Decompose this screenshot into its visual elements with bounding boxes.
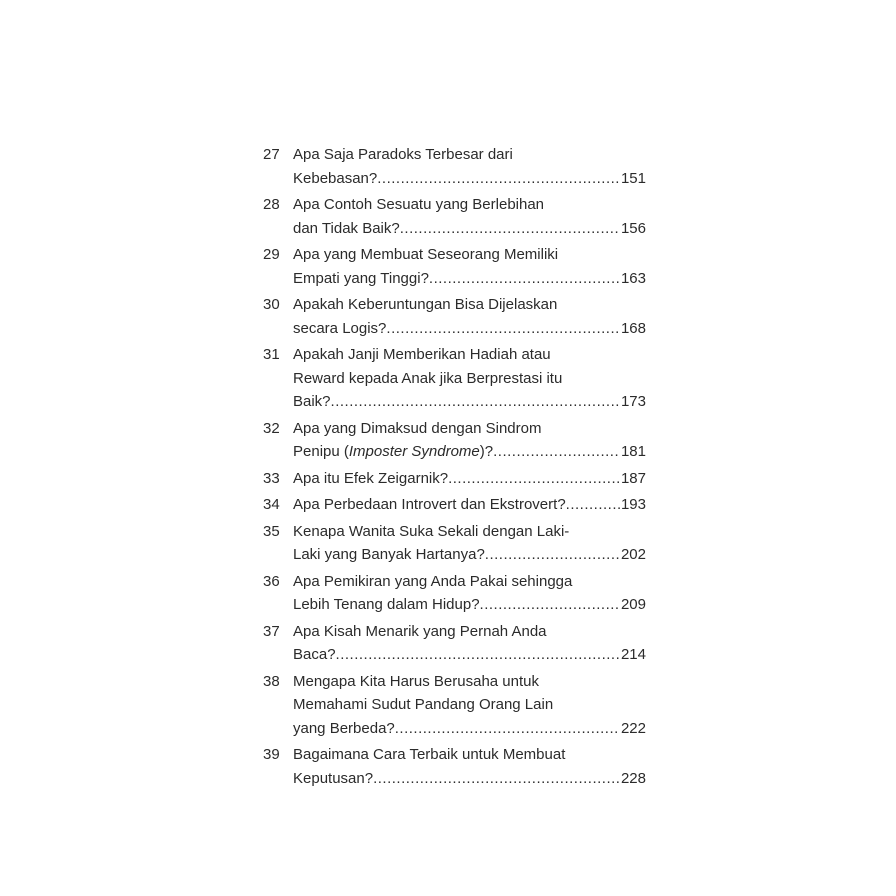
toc-entry [260, 293, 646, 340]
entry-last-line [293, 167, 646, 191]
chapter-number: 38 [263, 672, 280, 690]
chapter-number: 37 [263, 622, 280, 640]
entry-title-line: Apa yang Dimaksud dengan Sindrom [293, 419, 542, 437]
dot-leader [480, 593, 620, 617]
entry-last-line [293, 390, 646, 414]
entry-last-line [293, 767, 646, 791]
entry-last-line [293, 467, 646, 491]
toc-entry [260, 493, 646, 517]
chapter-number: 35 [263, 522, 280, 540]
toc-entry [260, 467, 646, 491]
entry-last-line [293, 543, 646, 567]
toc-entry [260, 417, 646, 464]
entry-title-end: Baik? [293, 393, 331, 410]
dot-leader [400, 217, 620, 241]
entry-title-line: Apakah Keberuntungan Bisa Dijelaskan [293, 296, 558, 313]
chapter-number: 33 [263, 469, 280, 487]
entry-title-end: yang Berbeda? [293, 719, 395, 737]
entry-title-end-italic: Imposter Syndrome [348, 443, 480, 460]
page-number: 151 [620, 169, 646, 187]
entry-body [293, 193, 646, 240]
page-number: 193 [620, 496, 646, 513]
entry-last-line [293, 717, 646, 741]
entry-title-line: Apa yang Membuat Seseorang Memiliki [293, 246, 559, 263]
dot-leader [331, 390, 620, 414]
entry-last-line [293, 643, 646, 667]
dot-leader [377, 167, 620, 191]
entry-body [293, 243, 646, 290]
entry-last-line [293, 440, 646, 464]
entry-body [293, 670, 646, 741]
toc-entry [260, 570, 646, 617]
entry-body [293, 520, 646, 567]
entry-body [293, 467, 646, 491]
toc-entry [260, 670, 646, 741]
entry-body [293, 620, 646, 667]
entry-title-end-pre: Penipu ( [293, 443, 349, 460]
dot-leader [395, 717, 620, 741]
entry-title-end: Apa itu Efek Zeigarnik? [293, 469, 449, 487]
dot-leader [373, 767, 620, 791]
entry-title-line: Apa Pemikiran yang Anda Pakai sehingga [293, 572, 573, 590]
entry-title-line: Apakah Janji Memberikan Hadiah atau [293, 346, 551, 363]
dot-leader [448, 467, 620, 491]
entry-title-line: Kenapa Wanita Suka Sekali dengan Laki- [293, 522, 570, 540]
chapter-number: 31 [263, 346, 280, 363]
entry-body [293, 343, 646, 414]
entry-body [293, 570, 646, 617]
page-number: 222 [620, 719, 646, 737]
dot-leader [429, 267, 620, 291]
page-number: 202 [620, 546, 646, 563]
chapter-number: 28 [263, 196, 280, 213]
dot-leader [336, 643, 620, 667]
entry-title-end: Laki yang Banyak Hartanya? [293, 546, 485, 563]
toc-entry [260, 520, 646, 567]
page-number: 181 [620, 443, 646, 460]
entry-title-end-post: )? [479, 443, 494, 460]
entry-title-end: Kebebasan? [293, 169, 378, 187]
entry-title-line: Apa Contoh Sesuatu yang Berlebihan [293, 196, 545, 213]
entry-body [293, 493, 646, 517]
entry-title-end: Keputusan? [293, 769, 374, 787]
toc-entry [260, 143, 646, 190]
entry-title-end: Apa Perbedaan Introvert dan Ekstrovert? [293, 496, 566, 513]
entry-body [293, 743, 646, 790]
chapter-number: 34 [263, 496, 280, 513]
chapter-number: 27 [263, 146, 280, 163]
dot-leader [566, 493, 620, 517]
page-number: 163 [620, 269, 646, 287]
entry-title-line: Memahami Sudut Pandang Orang Lain [293, 696, 554, 713]
entry-title-end: Baca? [293, 646, 336, 663]
page-number: 173 [620, 393, 646, 410]
toc-entry [260, 243, 646, 290]
entry-title-end: Empati yang Tinggi? [293, 269, 429, 287]
entry-body [293, 143, 646, 190]
chapter-number: 32 [263, 419, 280, 437]
entry-body [293, 417, 646, 464]
entry-title-end [293, 440, 493, 464]
entry-title-line: Reward kepada Anak jika Berprestasi itu [293, 369, 563, 387]
entry-title-line: Apa Kisah Menarik yang Pernah Anda [293, 622, 547, 640]
page-number: 156 [620, 219, 646, 237]
table-of-contents [260, 143, 646, 793]
entry-title-line: Apa Saja Paradoks Terbesar dari [293, 146, 513, 163]
entry-last-line [293, 593, 646, 617]
page-number: 187 [620, 469, 646, 487]
toc-entry [260, 620, 646, 667]
dot-leader [386, 317, 620, 341]
chapter-number: 36 [263, 572, 280, 590]
toc-entry [260, 743, 646, 790]
chapter-number: 30 [263, 296, 280, 313]
page-number: 214 [620, 646, 646, 663]
entry-title-end: Lebih Tenang dalam Hidup? [293, 596, 480, 613]
entry-last-line [293, 267, 646, 291]
entry-last-line [293, 317, 646, 341]
entry-title-line: Mengapa Kita Harus Berusaha untuk [293, 672, 539, 690]
toc-entry [260, 343, 646, 414]
chapter-number: 29 [263, 246, 280, 263]
dot-leader [493, 440, 620, 464]
chapter-number: 39 [263, 746, 280, 763]
entry-last-line [293, 217, 646, 241]
page-number: 228 [620, 769, 646, 787]
dot-leader [485, 543, 620, 567]
entry-title-end: secara Logis? [293, 319, 387, 337]
page-number: 168 [620, 319, 646, 337]
page-number: 209 [620, 596, 646, 613]
toc-entry [260, 193, 646, 240]
entry-title-line: Bagaimana Cara Terbaik untuk Membuat [293, 746, 566, 763]
entry-title-end: dan Tidak Baik? [293, 219, 400, 237]
entry-last-line [293, 493, 646, 517]
entry-body [293, 293, 646, 340]
